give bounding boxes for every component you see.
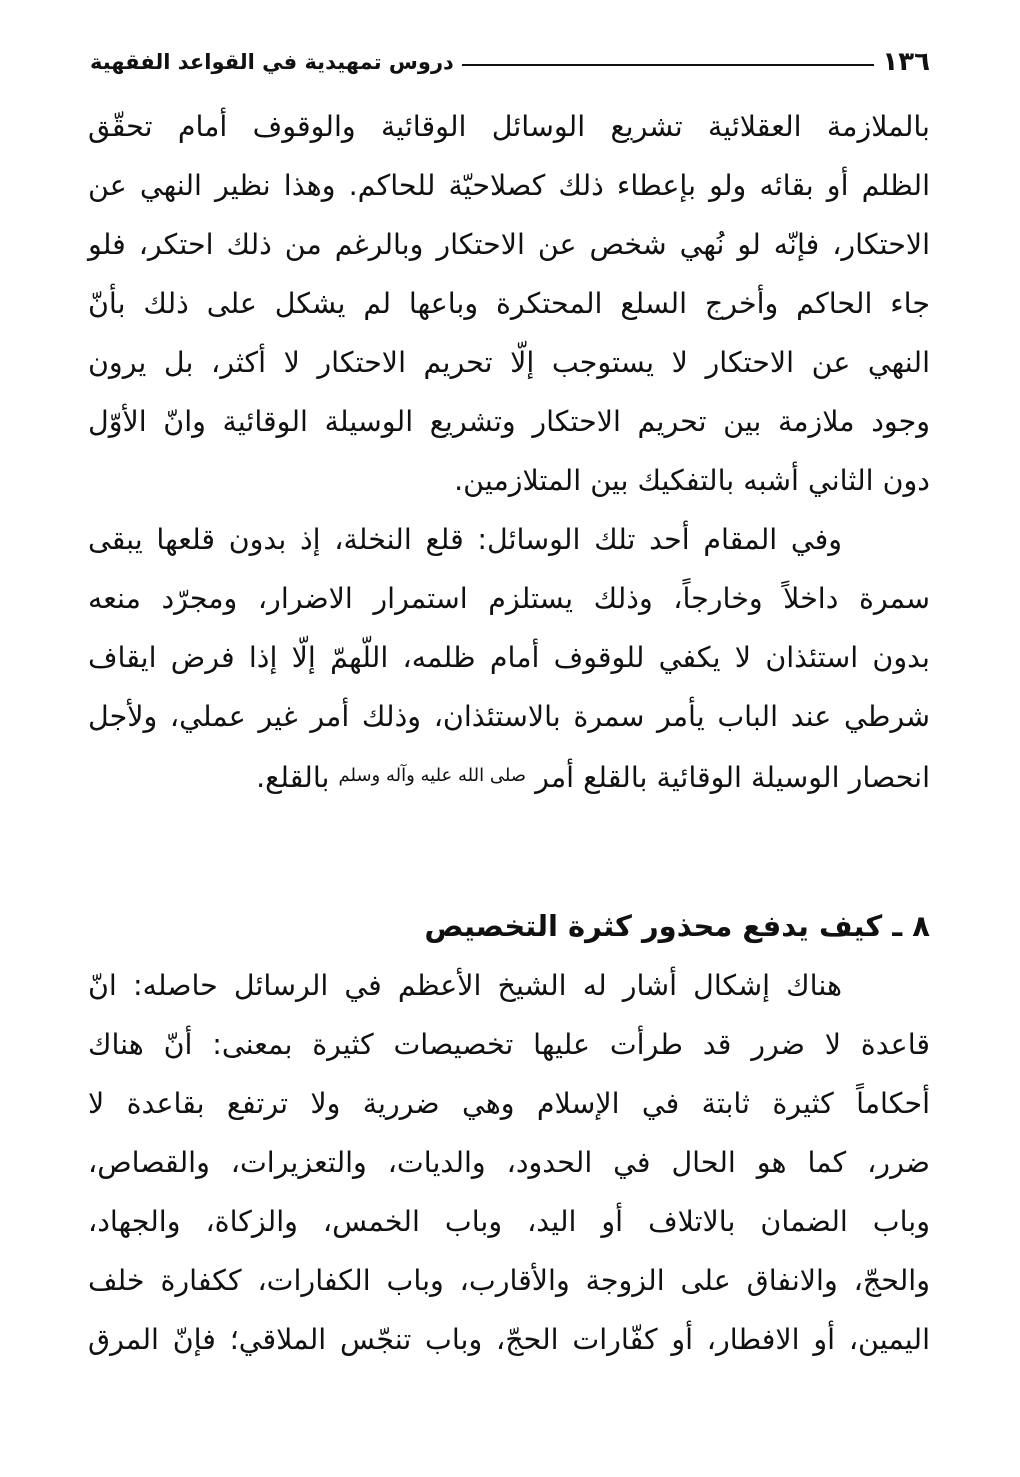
text-line: وفي المقام أحد تلك الوسائل: قلع النخلة، إذ بدون قلعها يبقى xyxy=(88,523,842,556)
running-header xyxy=(90,40,930,84)
text-line: أحكاماً كثيرة ثابتة في الإسلام وهي ضررية ولا ترتفع بقاعدة لا xyxy=(88,1087,930,1120)
text-line: شرطي عند الباب يأمر سمرة بالاستئذان، وذلك أمر غير عملي، ولأجل xyxy=(88,700,930,733)
text-line: اليمين، أو الافطار، أو كفّارات الحجّ، وباب تنجّس الملاقي؛ فإنّ المرق xyxy=(88,1323,930,1356)
text-line: ضرر، كما هو الحال في الحدود، والديات، والتعزيرات، والقصاص، xyxy=(88,1146,930,1179)
section-8 xyxy=(88,897,930,1369)
text-line: هناك إشكال أشار له الشيخ الأعظم في الرسائل حاصله: انّ xyxy=(88,969,842,1002)
text-line: بالملازمة العقلائية تشريع الوسائل الوقائية والوقوف أمام تحقّق xyxy=(88,110,930,143)
honorific-glyph: صلى الله عليه وآله وسلم xyxy=(338,765,527,786)
paragraph-2 xyxy=(88,510,930,805)
text-segment: بالقلع. xyxy=(256,761,330,794)
page-number: ١٣٦ xyxy=(882,47,930,77)
text-line: وباب الضمان بالاتلاف أو اليد، وباب الخمس، والزكاة، والجهاد، xyxy=(88,1205,930,1238)
text-line: قاعدة لا ضرر قد طرأت عليها تخصيصات كثيرة بمعنى: أنّ هناك xyxy=(88,1028,930,1061)
book-title: دروس تمهيدية في القواعد الفقهية xyxy=(90,50,454,74)
text-line: النهي عن الاحتكار لا يستوجب إلّا تحريم الاحتكار لا أكثر، بل يرون xyxy=(88,346,930,379)
section-heading: ٨ ـ كيف يدفع محذور كثرة التخصيص xyxy=(424,909,930,943)
text-line: دون الثاني أشبه بالتفكيك بين المتلازمين. xyxy=(454,464,930,497)
text-line: بدون استئذان لا يكفي للوقوف أمام ظلمه، اللّهمّ إلّا إذا فرض ايقاف xyxy=(88,641,930,674)
page-body xyxy=(88,97,930,1369)
text-line: وجود ملازمة بين تحريم الاحتكار وتشريع الوسيلة الوقائية وانّ الأوّل xyxy=(88,405,930,438)
text-line: الاحتكار، فإنّه لو نُهي شخص عن الاحتكار وبالرغم من ذلك احتكر، فلو xyxy=(88,228,930,261)
text-line: والحجّ، والانفاق على الزوجة والأقارب، وباب الكفارات، ككفارة خلف xyxy=(88,1264,930,1297)
section-gap xyxy=(88,805,930,897)
header-rule xyxy=(462,64,875,66)
text-line xyxy=(88,746,930,805)
text-line: الظلم أو بقائه ولو بإعطاء ذلك كصلاحيّة للحاكم. وهذا نظير النهي عن xyxy=(88,169,930,202)
text-line: سمرة داخلاً وخارجاً، وذلك يستلزم استمرار الاضرار، ومجرّد منعه xyxy=(88,582,930,615)
text-line: جاء الحاكم وأخرج السلع المحتكرة وباعها لم يشكل على ذلك بأنّ xyxy=(88,287,930,320)
text-segment: انحصار الوسيلة الوقائية بالقلع أمر xyxy=(535,761,930,794)
paragraph-1 xyxy=(88,97,930,510)
